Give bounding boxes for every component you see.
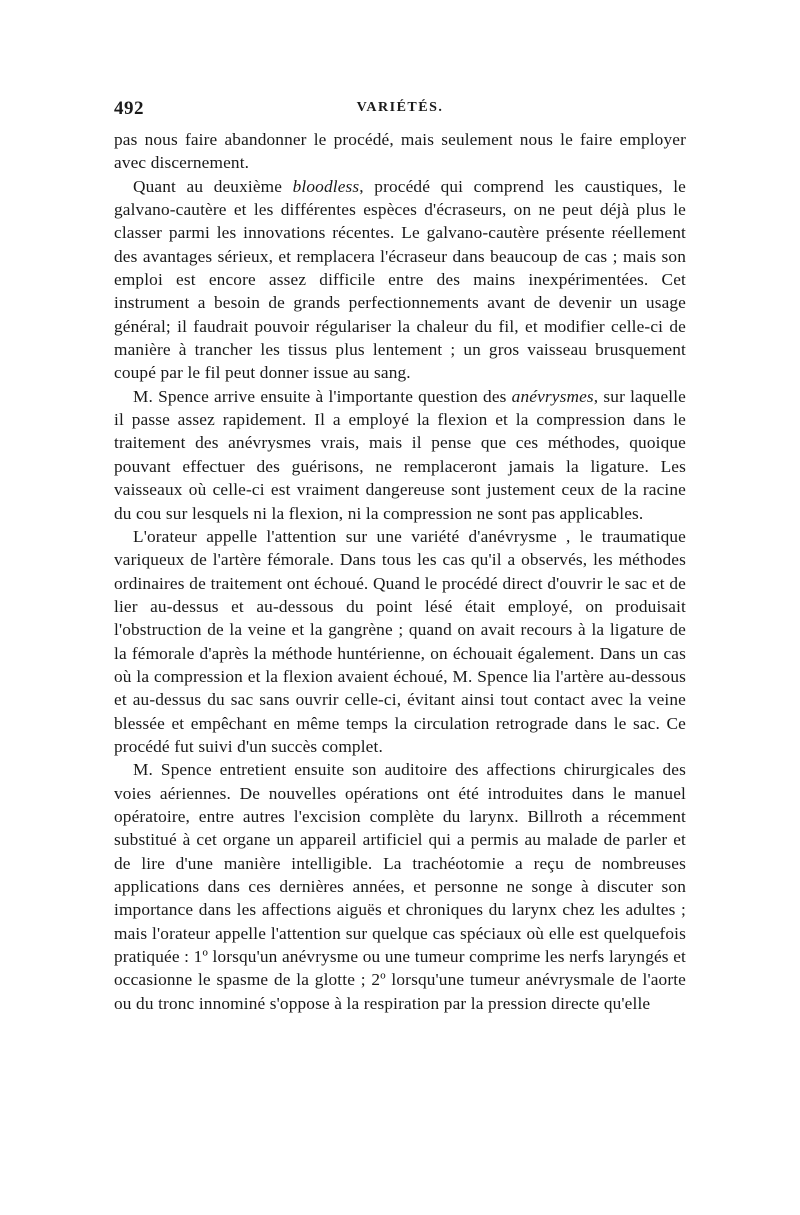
running-header xyxy=(114,98,686,128)
paragraph-anevrysmes xyxy=(114,385,686,525)
document-page xyxy=(114,98,686,1015)
running-title: VARIÉTÉS. xyxy=(356,100,444,115)
text-run: M. Spence entretient ensuite son auditoire des affections chirurgicales des voies aériennes. De nouvelles opérations ont été introduites dans le manuel opératoire, entre autres l'excision complète du larynx. Billroth a récemment substitué à cet organe un appareil artificiel qui a permis au malade de parler et de lire d'une manière intelligible. La trachéotomie a reçu de nombreuses applications dans ces dernières années, et personne ne songe à discuter son importance dans les affections aiguës et chroniques du larynx chez les adultes ; mais l'orateur appelle l'attention sur quelque cas spéciaux où elle est quelquefois pratiquée : 1º lorsqu'un anévrysme ou une tumeur comprime les nerfs laryngés et occasionne le spasme de la glotte ; 2º lorsqu'une tumeur anévrysmale de l'aorte ou du tronc innominé s'oppose à la respiration par la pression directe qu'elle xyxy=(114,760,686,1013)
text-run: , procédé qui comprend les caustiques, le galvano-cautère et les différentes espèces d'écraseurs, on ne peut déjà plus le classer parmi les innovations récentes. Le galvano-cautère présente réellement des avantages sérieux, et remplacera l'écraseur dans beaucoup de cas ; mais son emploi est encore assez difficile entre des mains inexpérimentées. Cet instrument a besoin de grands perfectionnements avant de devenir un usage général; il faudrait pouvoir régulariser la chaleur du fil, et modifier celle-ci de manière à trancher les tissus plus lentement ; un gros vaisseau brusquement coupé par le fil peut donner issue au sang. xyxy=(114,176,686,383)
text-run: M. Spence arrive ensuite à l'importante question des xyxy=(133,386,512,406)
text-run: , sur laquelle il passe assez rapidement. Il a employé la flexion et la compression dans le traitement des anévrysmes vrais, mais il pense que ces méthodes, quoique pouvant effectuer des guérisons, ne remplaceront jamais la ligature. Les vaisseaux où celle-ci est vraiment dangereuse sont justement ceux de la racine du cou sur lesquels ni la flexion, ni la compression ne sont pas applicables. xyxy=(114,386,686,523)
paragraph-bloodless xyxy=(114,175,686,385)
text-run: pas nous faire abandonner le procédé, mais seulement nous le faire employer avec discernement. xyxy=(114,130,686,173)
italic-term: bloodless xyxy=(292,176,360,196)
text-run: Quant au deuxième xyxy=(133,176,293,196)
paragraph-continuation xyxy=(114,128,686,175)
paragraph-voies-aeriennes xyxy=(114,758,686,1015)
paragraph-variqueux xyxy=(114,525,686,758)
page-number: 492 xyxy=(114,98,144,119)
text-run: L'orateur appelle l'attention sur une variété d'anévrysme , le traumatique variqueux de l'artère fémorale. Dans tous les cas qu'il a observés, les méthodes ordinaires de traitement ont échoué. Quand le procédé direct d'ouvrir le sac et de lier au-dessus et au-dessous du point lésé était employé, on produisait l'obstruction de la veine et la gangrène ; quand on avait recours à la ligature de la fémorale d'après la méthode huntérienne, on échouait également. Dans un cas où la compression et la flexion avaient échoué, M. Spence lia l'artère au-dessous et au-dessus du sac sans ouvrir celle-ci, évitant ainsi tout contact avec la veine blessée et empêchant en même temps la circulation retrograde dans le sac. Ce procédé fut suivi d'un succès complet. xyxy=(114,526,686,756)
italic-term: anévrysmes xyxy=(511,386,594,406)
body-text xyxy=(114,128,686,1015)
